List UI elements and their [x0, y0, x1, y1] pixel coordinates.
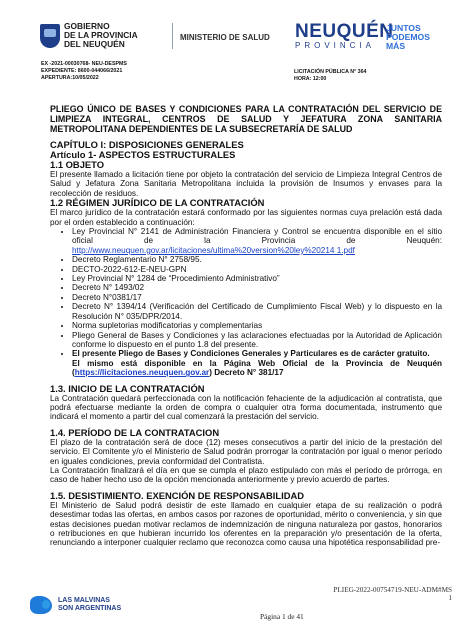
islands-icon: [30, 596, 52, 614]
ministerio-label: MINISTERIO DE SALUD: [180, 33, 270, 42]
licitaciones-link[interactable]: https://licitaciones.neuquen.gov.ar: [74, 368, 210, 378]
shield-icon: [40, 24, 60, 48]
list-item: • Norma supletorias modificatorias y complementarias: [72, 321, 442, 330]
norms-list: [50, 227, 442, 378]
list-item: • Ley Provincial N° 2141 de Administración Financiera y Control se encuentra disponible en el sitio oficial de la Provincia de Neuquén: http://www.neuquen.gov.ar/licitaciones/ultima%20version%20ley%20214 1.pdf: [72, 227, 442, 255]
page-header: [0, 0, 474, 80]
chapter-heading: CAPÍTULO I: DISPOSICIONES GENERALES: [50, 139, 244, 150]
gobierno-text: GOBIERNO DE LA PROVINCIA DEL NEUQUÉN: [64, 21, 138, 49]
malvinas-logo: LAS MALVINAS SON ARGENTINAS: [30, 596, 121, 614]
section-heading-1-1: 1.1 OBJETO: [50, 159, 105, 170]
neuquen-logo: [295, 21, 394, 50]
list-item: • Decreto N° 1493/02: [72, 283, 442, 292]
document-code: PLIEG-2022-00754719-NEU-ADM#MS 1: [333, 586, 452, 602]
section-text-1-5: El Ministerio de Salud podrá desistir de este llamado en cualquier etapa de su realización o podrá desestimar todas las ofertas, en ambos casos por razones de oportunidad, mérito o conveniencia, y sin que estas decisiones puedan motivar reclamos de indemnización de ninguna naturaleza por gastos, honorarios o retribuciones en que hubieran incurrido los oferentes en la preparación y/o presentación de la oferta, renunciando a interponer cualquier reclamo que reconozca como causa una hipotética responsabilidad pre-: [50, 500, 442, 548]
page-number: Página 1 de 41: [260, 612, 304, 621]
provincia-wordmark: PROVINCIA: [295, 41, 376, 50]
section-heading-1-2: 1.2 RÉGIMEN JURÍDICO DE LA CONTRATACIÓN: [50, 197, 265, 209]
list-item: • Decreto N°0381/17: [72, 293, 442, 302]
section-heading-1-4: 1.4. PERÍODO DE LA CONTRATACION: [50, 426, 220, 438]
divider: [172, 23, 173, 49]
list-item: • DECTO-2022-612-E-NEU-GPN: [72, 265, 442, 274]
section-heading-1-3: 1.3. INICIO DE LA CONTRATACIÓN: [50, 382, 205, 394]
licitacion-meta: LICITACIÓN PÚBLICA N° 364 HORA: 12:00: [294, 69, 367, 82]
section-text-1-4a: El plazo de la contratación será de doce (12) meses consecutivos a partir del inicio de la prestación del servicio. El Comitente y/o el Ministerio de Salud podrán prorrogar la contratación por igual o menor período en iguales condiciones, previa conformidad del Contratista.: [50, 437, 442, 466]
juntos-slogan: JUNTOS PODEMOS MÁS: [386, 23, 430, 51]
expediente-meta: EX -2021-00030768- NEU-DESPMS EXPEDIENTE: 8600-044066/2021 APERTURA:10/05/2022: [41, 61, 127, 81]
list-item: • Pliego General de Bases y Condiciones y las aclaraciones efectuadas por la Autoridad de Aplicación conforme lo dispuesto en el punto 1.8 del presente.: [72, 331, 442, 350]
article-heading: Artículo 1- ASPECTOS ESTRUCTURALES: [50, 149, 236, 160]
list-item: • Decreto N° 1394/14 (Verificación del Certificado de Cumplimiento Fiscal Web) y lo dispuesto en la Resolución N° 035/DPR/2014.: [72, 302, 442, 321]
section-text-1-1: El presente llamado a licitación tiene por objeto la contratación del servicio de Limpieza Integral Centros de Salud y Jefatura Zona Sanitaria Metropolitana incluida la provisión de Insumos y envases para la recolección de residuos.: [50, 170, 442, 198]
list-item: • Ley Provincial N° 1284 de “Procedimiento Administrativo”: [72, 274, 442, 283]
section-text-1-3: La Contratación quedará perfeccionada con la notificación fehaciente de la adjudicación al contratista, que podrá efectuarse mediante la orden de compra o cualquier otra forma documentada, instrumento que indicará el momento a partir del cual comenzará la prestación del servicio.: [50, 393, 442, 422]
ley-link[interactable]: http://www.neuquen.gov.ar/licitaciones/ultima%20version%20ley%20214 1.pdf: [72, 245, 355, 255]
section-heading-1-5: 1.5. DESISTIMIENTO. EXENCIÓN DE RESPONSABILIDAD: [50, 489, 305, 501]
document-title: PLIEGO ÚNICO DE BASES Y CONDICIONES PARA LA CONTRATACIÓN DEL SERVICIO DE LIMPIEZA INTEGRAL, CENTROS DE SALUD Y JEFATURA ZONA SANITARIA METROPOLITANA DEPENDIENTES DE LA SUBSECRETARÍA DE SALUD: [50, 104, 442, 134]
list-item: • Decreto Reglamentario N° 2758/95.: [72, 255, 442, 264]
neuquen-wordmark: NEUQUÉN: [295, 21, 394, 42]
section-text-1-2: El marco jurídico de la contratación estará conformado por las siguientes normas cuya prelación está dada por el orden establecido a continuación:: [50, 208, 442, 227]
gobierno-logo: [40, 22, 142, 49]
section-text-1-4b: La Contratación finalizará el día en que se cumpla el plazo estipulado con más el período de prórroga, en caso de haber hecho uso de la opción mencionada anteriormente y previo acuerdo de partes.: [50, 465, 442, 485]
list-item: • El presente Pliego de Bases y Condiciones Generales y Particulares es de carácter gratuito. El mismo está disponible en la Página Web Oficial de la Provincia de Neuquén (https://licitaciones.neuquen.gov.ar) Decreto N° 381/17: [72, 349, 442, 377]
document-body: [50, 104, 442, 548]
